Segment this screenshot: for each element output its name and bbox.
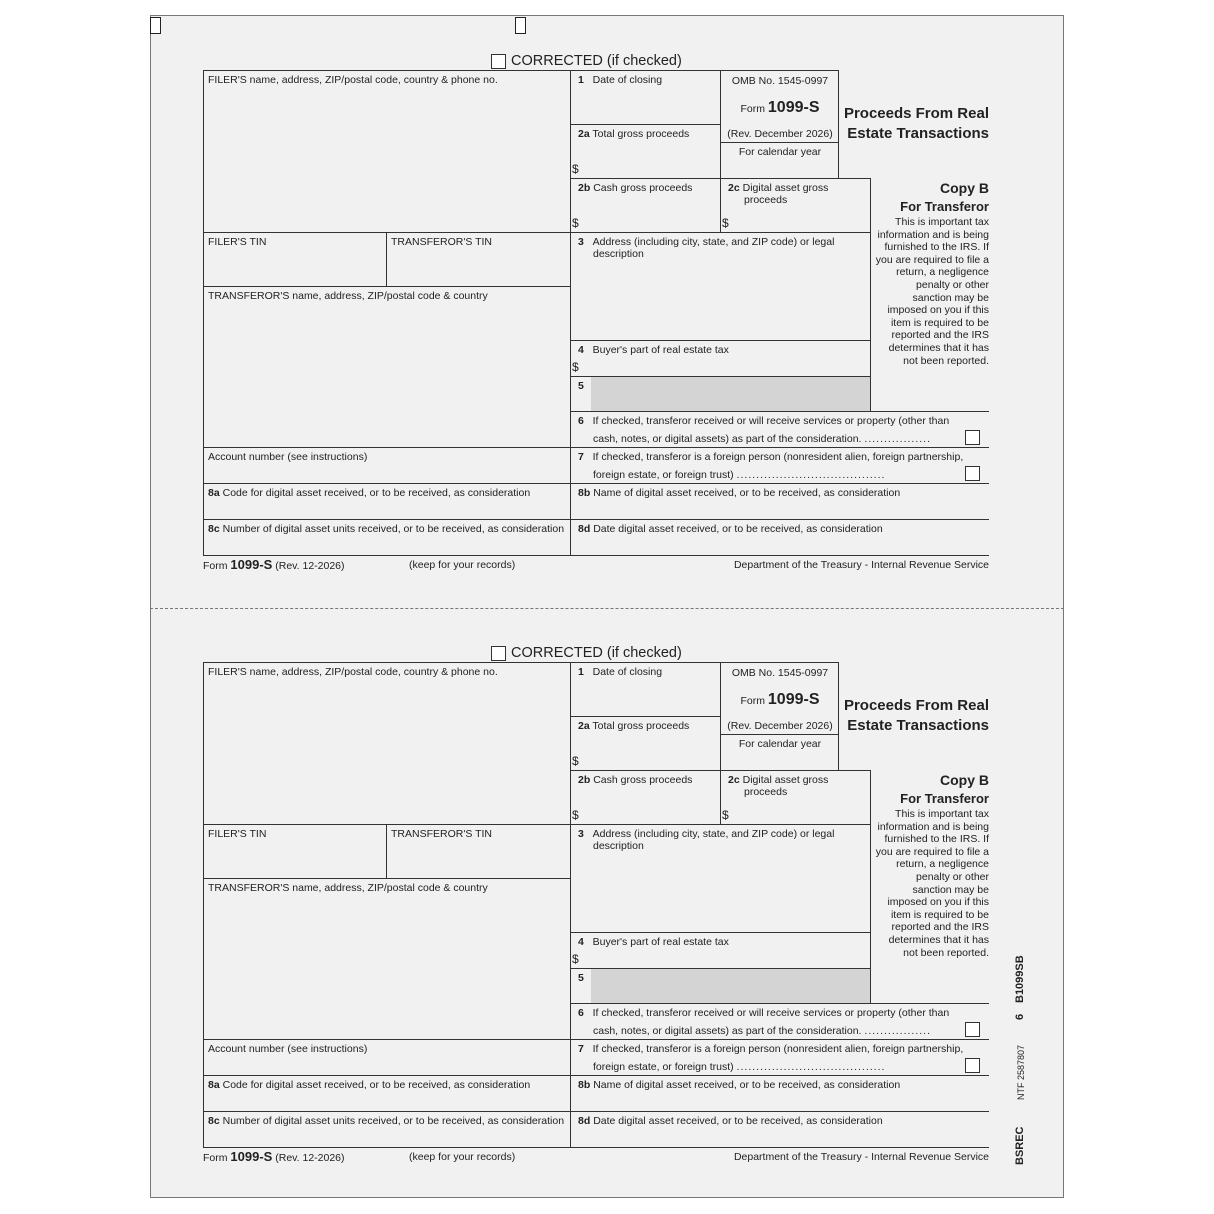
- filer-tin-label: FILER'S TIN: [208, 236, 267, 248]
- rule: [203, 1147, 989, 1148]
- box7-label-cont: foreign estate, or foreign trust) ......................................: [593, 1061, 886, 1073]
- rule: [570, 340, 870, 341]
- rule: [203, 483, 989, 484]
- filer-name-label: FILER'S name, address, ZIP/postal code, country & phone no.: [208, 666, 498, 678]
- rule: [570, 411, 989, 412]
- box7-label: 7 If checked, transferor is a foreign person (nonresident alien, foreign partnership,: [578, 1043, 964, 1055]
- calendar-year: For calendar year: [738, 146, 822, 158]
- for-transferor-heading: For Transferor: [900, 791, 989, 806]
- box6-label: 6 If checked, transferor received or will receive services or property (other than: [578, 415, 950, 427]
- box5-label: 5: [578, 972, 584, 984]
- corrected-label: CORRECTED (if checked): [511, 645, 682, 661]
- form-number: Form 1099-S: [740, 691, 820, 708]
- box6-checkbox[interactable]: [965, 1022, 980, 1037]
- side-code-bsrec: BSREC: [1014, 1126, 1026, 1165]
- corrected-checkbox[interactable]: [491, 646, 506, 661]
- box2a-label: 2a Total gross proceeds: [578, 720, 690, 732]
- form-title-line1: Proceeds From Real: [843, 105, 989, 122]
- box2c-dollar-sign: $: [722, 216, 729, 230]
- box2c-label-cont: proceeds: [744, 786, 788, 798]
- box8c-label: 8c Number of digital asset units received, or to be received, as consideration: [208, 1115, 565, 1127]
- footer-keep-note: (keep for your records): [409, 1151, 516, 1163]
- side-code-product: B1099SB: [1014, 955, 1026, 1003]
- box8c-label: 8c Number of digital asset units received, or to be received, as consideration: [208, 523, 565, 535]
- box3-label-cont: description: [593, 840, 644, 852]
- omb-number: OMB No. 1545-0997: [731, 75, 829, 87]
- rule: [570, 178, 870, 179]
- box2b-label: 2b Cash gross proceeds: [578, 774, 693, 786]
- footer-form-id: Form 1099-S (Rev. 12-2026): [203, 1149, 345, 1164]
- box2a-dollar-sign: $: [572, 162, 579, 176]
- box3-label-cont: description: [593, 248, 644, 260]
- box8b-label: 8b Name of digital asset received, or to be received, as consideration: [578, 487, 901, 499]
- transferor-tin-label: TRANSFEROR'S TIN: [391, 236, 492, 248]
- rule: [203, 824, 870, 825]
- rule: [870, 770, 871, 1003]
- box2c-dollar-sign: $: [722, 808, 729, 822]
- transferor-name-label: TRANSFEROR'S name, address, ZIP/postal code & country: [208, 882, 488, 894]
- box8d-label: 8d Date digital asset received, or to be received, as consideration: [578, 1115, 883, 1127]
- corrected-label: CORRECTED (if checked): [511, 53, 682, 69]
- box2b-dollar-sign: $: [572, 808, 579, 822]
- box4-label: 4 Buyer's part of real estate tax: [578, 344, 729, 356]
- form-title-line1: Proceeds From Real: [843, 697, 989, 714]
- form-title-line2: Estate Transactions: [847, 717, 989, 734]
- rule: [570, 1003, 989, 1004]
- filer-tin-label: FILER'S TIN: [208, 828, 267, 840]
- footer-department: Department of the Treasury - Internal Revenue Service: [733, 1151, 989, 1163]
- box8a-label: 8a Code for digital asset received, or to be received, as consideration: [208, 1079, 531, 1091]
- rule: [570, 770, 870, 771]
- rule: [203, 286, 570, 287]
- transferor-name-label: TRANSFEROR'S name, address, ZIP/postal code & country: [208, 290, 488, 302]
- revision-date: (Rev. December 2026): [727, 128, 833, 140]
- box1-label: 1 Date of closing: [578, 666, 663, 678]
- box2c-label: 2c Digital asset gross: [728, 774, 829, 786]
- rule: [203, 519, 989, 520]
- rule: [203, 1111, 989, 1112]
- omb-number: OMB No. 1545-0997: [731, 667, 829, 679]
- rule: [203, 878, 570, 879]
- box5-shaded-area: [591, 377, 870, 411]
- rule: [203, 662, 839, 663]
- box3-label: 3 Address (including city, state, and ZIP code) or legal: [578, 828, 835, 840]
- rule: [203, 1039, 989, 1040]
- rule: [720, 142, 838, 143]
- box7-checkbox[interactable]: [965, 1058, 980, 1073]
- rule: [570, 716, 720, 717]
- form-number: Form 1099-S: [740, 99, 820, 116]
- rule: [203, 447, 989, 448]
- box4-dollar-sign: $: [572, 360, 579, 374]
- rule: [870, 178, 871, 411]
- notice-text: This is important tax information and is being furnished to the IRS. If you are required to file a return, a negligence penalty or other sanction may be imposed on you if this item is required to be reported and the IRS determines that it has not been reported.: [875, 216, 989, 367]
- rule: [203, 555, 989, 556]
- side-code-6: 6: [1014, 1013, 1026, 1020]
- box5-shaded-area: [591, 969, 870, 1003]
- box4-dollar-sign: $: [572, 952, 579, 966]
- box7-label-cont: foreign estate, or foreign trust) ......................................: [593, 469, 886, 481]
- box8b-label: 8b Name of digital asset received, or to be received, as consideration: [578, 1079, 901, 1091]
- box6-checkbox[interactable]: [965, 430, 980, 445]
- notice-text: This is important tax information and is being furnished to the IRS. If you are required to file a return, a negligence penalty or other sanction may be imposed on you if this item is required to be reported and the IRS determines that it has not been reported.: [875, 808, 989, 959]
- box3-label: 3 Address (including city, state, and ZIP code) or legal: [578, 236, 835, 248]
- box7-checkbox[interactable]: [965, 466, 980, 481]
- rule: [203, 1075, 989, 1076]
- box8d-label: 8d Date digital asset received, or to be received, as consideration: [578, 523, 883, 535]
- corrected-checkbox[interactable]: [491, 54, 506, 69]
- account-number-label: Account number (see instructions): [208, 1043, 368, 1055]
- footer-department: Department of the Treasury - Internal Revenue Service: [733, 559, 989, 571]
- rule: [386, 824, 387, 878]
- box5-label: 5: [578, 380, 584, 392]
- rule: [386, 232, 387, 286]
- box1-label: 1 Date of closing: [578, 74, 663, 86]
- box6-label-cont: cash, notes, or digital assets) as part of the consideration. .................: [593, 1025, 931, 1037]
- box4-label: 4 Buyer's part of real estate tax: [578, 936, 729, 948]
- rule: [720, 734, 838, 735]
- rule: [203, 70, 839, 71]
- side-code-ntf: NTF 2587807: [1016, 1044, 1026, 1100]
- rule: [203, 232, 870, 233]
- rule: [570, 932, 870, 933]
- footer-keep-note: (keep for your records): [409, 559, 516, 571]
- account-number-label: Account number (see instructions): [208, 451, 368, 463]
- box2a-dollar-sign: $: [572, 754, 579, 768]
- box2c-label-cont: proceeds: [744, 194, 788, 206]
- rule: [570, 124, 720, 125]
- form-copy-top: [0, 0, 1214, 592]
- transferor-tin-label: TRANSFEROR'S TIN: [391, 828, 492, 840]
- box6-label: 6 If checked, transferor received or will receive services or property (other than: [578, 1007, 950, 1019]
- box8a-label: 8a Code for digital asset received, or to be received, as consideration: [208, 487, 531, 499]
- box2c-label: 2c Digital asset gross: [728, 182, 829, 194]
- form-title-line2: Estate Transactions: [847, 125, 989, 142]
- box2b-label: 2b Cash gross proceeds: [578, 182, 693, 194]
- copy-b-heading: Copy B: [940, 772, 989, 788]
- footer-form-id: Form 1099-S (Rev. 12-2026): [203, 557, 345, 572]
- box2b-dollar-sign: $: [572, 216, 579, 230]
- revision-date: (Rev. December 2026): [727, 720, 833, 732]
- form-copy-bottom: [0, 592, 1214, 1184]
- box6-label-cont: cash, notes, or digital assets) as part of the consideration. .................: [593, 433, 931, 445]
- copy-b-heading: Copy B: [940, 180, 989, 196]
- filer-name-label: FILER'S name, address, ZIP/postal code, country & phone no.: [208, 74, 498, 86]
- calendar-year: For calendar year: [738, 738, 822, 750]
- box2a-label: 2a Total gross proceeds: [578, 128, 690, 140]
- box7-label: 7 If checked, transferor is a foreign person (nonresident alien, foreign partnership,: [578, 451, 964, 463]
- for-transferor-heading: For Transferor: [900, 199, 989, 214]
